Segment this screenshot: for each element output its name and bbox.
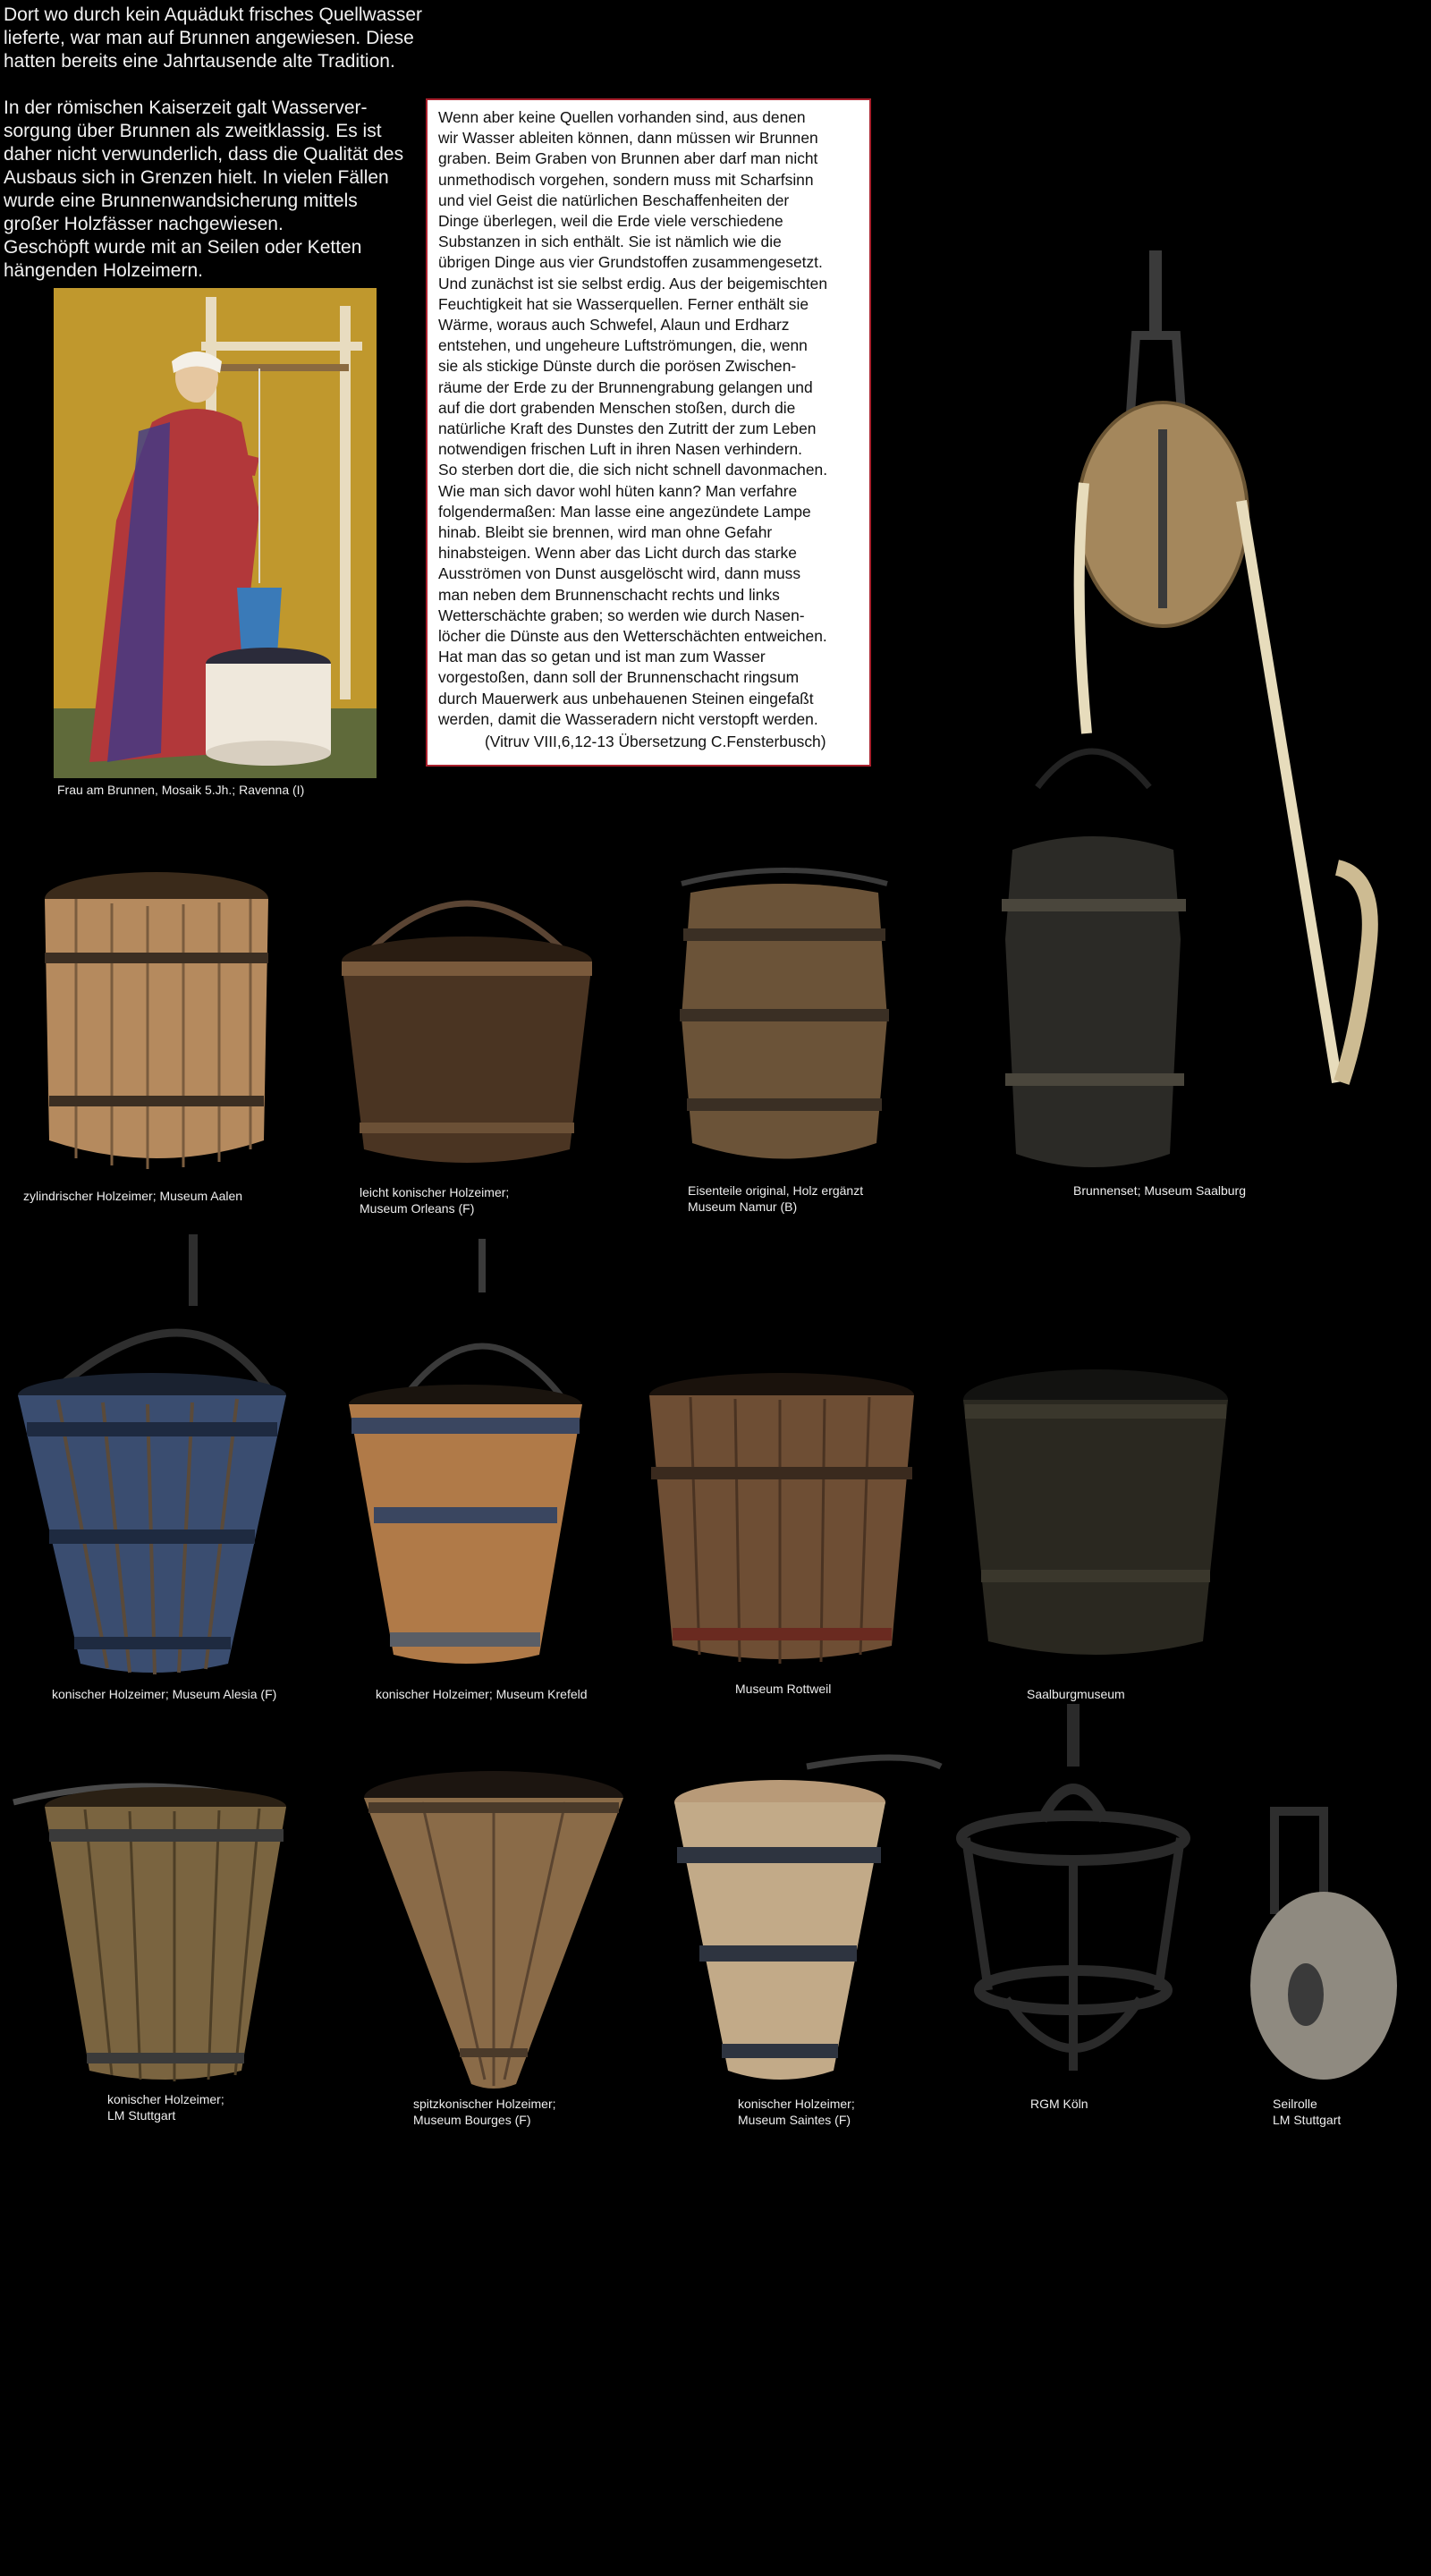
caption-rottweil: Museum Rottweil — [735, 1682, 832, 1696]
caption-orleans: leicht konischer Holzeimer; Museum Orleans (F) — [360, 1185, 510, 1216]
caption-krefeld: konischer Holzeimer; Museum Krefeld — [376, 1687, 588, 1701]
bucket-saintes-image — [673, 1758, 945, 2089]
bucket-aalen-image — [40, 863, 273, 1176]
bucket-rottweil-image — [646, 1368, 919, 1673]
caption-mosaic: Frau am Brunnen, Mosaik 5.Jh.; Ravenna (I) — [57, 783, 305, 797]
bucket-orleans-image — [333, 854, 601, 1176]
intro-paragraph-1: Dort wo durch kein Aquädukt frisches Quellwasser lieferte, war man auf Brunnen angewiesen. Diese hatten bereits eine Jahrtausende alte Tradition. — [4, 4, 423, 72]
bucket-namur-image — [673, 866, 896, 1177]
quote-source: (Vitruv VIII,6,12-13 Übersetzung C.Fensterbusch) — [485, 733, 826, 751]
bucket-bourges-image — [360, 1762, 628, 2093]
bucket-stuttgart-image — [13, 1767, 300, 2089]
caption-saintes: konischer Holzeimer; Museum Saintes (F) — [738, 2097, 855, 2127]
bucket-alesia-image — [13, 1234, 286, 1682]
caption-aalen: zylindrischer Holzeimer; Museum Aalen — [23, 1189, 243, 1203]
brunnenset-image — [984, 250, 1377, 1181]
caption-koeln: RGM Köln — [1030, 2097, 1088, 2111]
bucket-krefeld-image — [347, 1239, 584, 1673]
caption-seilrolle: Seilrolle LM Stuttgart — [1273, 2097, 1342, 2127]
pulley-stuttgart-image — [1243, 1807, 1400, 2084]
caption-stuttgart: konischer Holzeimer; LM Stuttgart — [107, 2092, 224, 2123]
iron-frame-koeln-image — [953, 1704, 1194, 2089]
quote-text: Wenn aber keine Quellen vorhanden sind, aus denen wir Wasser ableiten können, dann müssen wir Brunnen graben. Beim Graben von Brunnen aber darf man nicht unmethodisch vorgehen, sondern muss mit Scharfsinn und viel Geist die natürlichen Beschaffenheiten der Dinge überlegen, weil die Erde viele verschiedene Substanzen in sich enthält. Sie ist nämlich wie die übrigen Dinge aus vier Grundstoffen zusammengesetzt. Und zunächst ist sie selbst erdig. Aus der beigemischten Feuchtigkeit hat sie Wasserquellen. Ferner enthält sie Wärme, woraus auch Schwefel, Alaun und Erdharz entstehen, und ungeheure Luftströmungen, die, wenn sie als stickige Dünste durch die porösen Zwischen- räume der Erde zu der Brunnengrabung gelangen und auf die dort grabenden Menschen stoßen, durch die natürliche Kraft des Dunstes den Zutritt der zum Leben notwendigen frischen Luft in ihren Nasen verhindern. So sterben dort die, die sich nicht schnell davonmachen. Wie man sich davor wohl hüten kann? Man verfahre folgendermaßen: Man lasse eine angezündete Lampe hinab. Bleibt sie brennen, wird man ohne Gefahr hinabsteigen. Wenn aber das Licht durch das starke Ausströmen von Dunst ausgelöscht wird, dann muss man neben dem Brunnenschacht rechts und links Wetterschächte graben; so werden wie durch Nasen- löcher die Dünste aus den Wetterschächten entweichen. Hat man das so getan und ist man zum Wasser vorgestoßen, dann soll der Brunnenschacht ringsum durch Mauerwerk aus unbehauenen Steinen eingefaßt werden, damit die Wasseradern nicht verstopft werden. — [438, 108, 828, 728]
caption-alesia: konischer Holzeimer; Museum Alesia (F) — [52, 1687, 277, 1701]
caption-brunnenset: Brunnenset; Museum Saalburg — [1073, 1183, 1246, 1198]
caption-bourges: spitzkonischer Holzeimer; Museum Bourges (F) — [413, 2097, 556, 2127]
bucket-saalburgmuseum-image — [961, 1364, 1230, 1668]
caption-saalburgmuseum: Saalburgmuseum — [1027, 1687, 1125, 1701]
vitruv-quote-box — [426, 98, 871, 767]
intro-paragraph-2: In der römischen Kaiserzeit galt Wasserver- sorgung über Brunnen als zweitklassig. Es ist daher nicht verwunderlich, dass die Qualität des Ausbaus sich in Grenzen hielt. In vielen Fällen wurde eine Brunnenwandsicherung mittels großer Holzfässer nachgewiesen. Geschöpft wurde mit an Seilen oder Ketten hängenden Holzeimern. — [4, 97, 404, 281]
caption-namur: Eisenteile original, Holz ergänzt Museum Namur (B) — [688, 1183, 864, 1214]
mosaic-woman-at-well-image — [54, 288, 377, 778]
